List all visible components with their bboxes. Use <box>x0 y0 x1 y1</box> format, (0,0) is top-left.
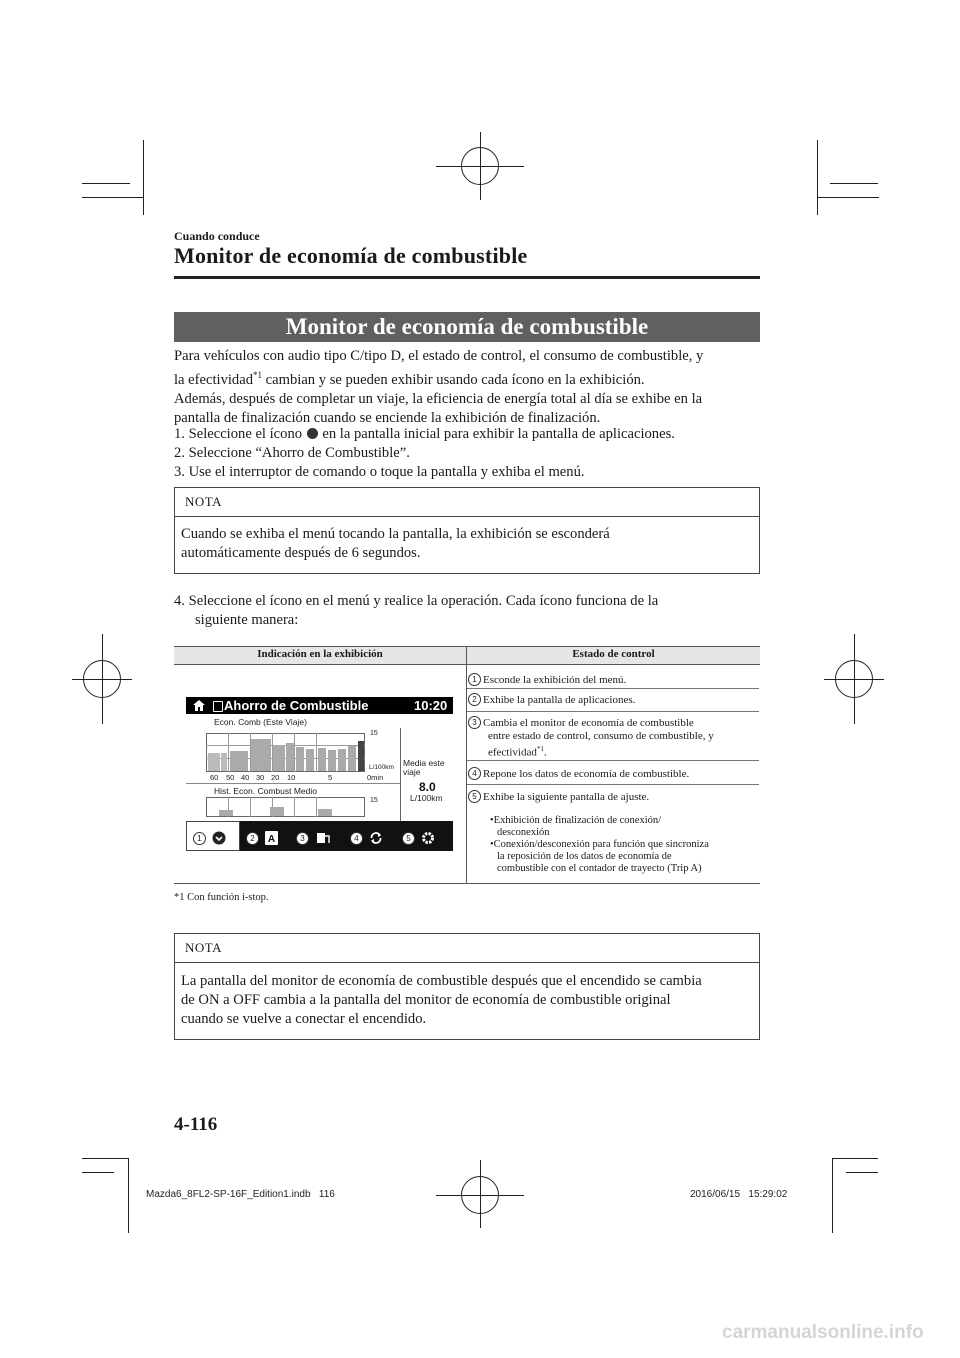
note-heading: NOTA <box>175 488 759 517</box>
section-banner: Monitor de economía de combustible <box>174 312 760 342</box>
home-icon <box>193 700 205 711</box>
apps-icon <box>307 428 318 439</box>
current-trip-graph <box>206 727 366 775</box>
step-2: 2. Seleccione “Ahorro de Combustible”. <box>174 445 410 461</box>
note-box <box>174 487 760 574</box>
print-date: 2016/06/15 15:29:02 <box>690 1189 788 1200</box>
reset-icon <box>369 831 383 845</box>
graph1-label: Econ. Comb (Este Viaje) <box>214 717 307 727</box>
graph2-label: Hist. Econ. Combust Medio <box>214 786 317 796</box>
intro-line: Además, después de completar un viaje, la eficiencia de energía total al día se exhibe en la <box>174 390 703 407</box>
table-row: 5 Exhibe la siguiente pantalla de ajuste. <box>468 790 758 804</box>
avg-unit: L/100km <box>410 793 443 803</box>
footnote: *1 Con función i-stop. <box>174 892 269 903</box>
intro-line: la efectividad$^{*1}$ cambian y se pueden exhibir usando cada ícono en la exhibición. <box>174 370 645 388</box>
note-body: Cuando se exhiba el menú tocando la pantalla, la exhibición se esconderá automáticamente después de 6 segundos. <box>181 526 610 561</box>
title-rule <box>174 276 760 279</box>
table-row: 1 Esconde la exhibición del menú. <box>468 673 758 687</box>
intro-line: pantalla de finalización cuando se enciende la exhibición de finalización. <box>174 409 601 426</box>
table-row: 3 Cambia el monitor de economía de combustible entre estado de control, consumo de combustible, y efectividad$^{*1}$. <box>468 716 758 760</box>
menu-item-reset[interactable]: 4 <box>350 829 383 847</box>
table-header-control: Estado de control <box>572 648 655 660</box>
menu-item-switch[interactable]: 3 <box>296 829 331 847</box>
intro-line: Para vehículos con audio tipo C/tipo D, el estado de control, el consumo de combustible, y <box>174 348 704 364</box>
history-graph <box>206 797 366 817</box>
svg-text:A: A <box>268 834 276 845</box>
note-box-2 <box>174 933 760 1040</box>
screen-time: 10:20 <box>414 698 448 713</box>
switch-monitor-icon <box>315 831 331 845</box>
step-4: 4. Seleccione el ícono en el menú y realice la operación. Cada ícono funciona de la siguiente manera: <box>174 593 659 628</box>
print-file: Mazda6_8FL2-SP-16F_Edition1.indb 116 <box>146 1189 335 1200</box>
scale-top: 15 <box>370 730 378 737</box>
settings-icon <box>421 831 435 845</box>
watermark: carmanualsonline.info <box>722 1322 924 1343</box>
table-row: 4 Repone los datos de economía de combustible. <box>468 767 758 781</box>
step-3: 3. Use el interruptor de comando o toque la pantalla y exhiba el menú. <box>174 464 585 480</box>
menu-item-apps[interactable]: 2 A <box>246 829 278 847</box>
hide-menu-icon <box>212 831 226 845</box>
display-screenshot: Ahorro de Combustible 10:20 Econ. Comb (Este Viaje) 15 L/100km 60 50 40 30 20 10 5 0min Media este viaje 8.0 L/100km Hist. Econ. Combust Medio 15 1 2 A 3 4 5 <box>186 697 453 851</box>
note-body: La pantalla del monitor de economía de combustible después que el encendido se cambia de ON a OFF cambia a la pantalla del monitor de economía de combustible original cuando se vuelve a conectar el encendido. <box>181 973 702 1027</box>
step-1: 1. Seleccione el ícono en la pantalla inicial para exhibir la pantalla de aplicaciones. <box>174 426 675 442</box>
fuel-app-icon <box>213 701 223 712</box>
avg-value: 8.0 <box>419 780 436 794</box>
avg-label: Media este viaje <box>403 758 445 777</box>
table-header-display: Indicación en la exhibición <box>257 648 383 660</box>
menu-item-settings[interactable]: 5 <box>402 829 435 847</box>
page-number: 4-116 <box>174 1114 218 1135</box>
section-label: Cuando conduce <box>174 229 260 243</box>
intro-paragraph <box>174 347 760 428</box>
menu-item-hide[interactable]: 1 <box>193 829 226 847</box>
scale-unit: L/100km <box>369 764 394 771</box>
setting-bullets: •Exhibición de finalización de conexión/ desconexión •Conexión/desconexión para función que sincroniza la reposición de los datos de economía de combustible con el contador de trayecto (Trip A) <box>490 815 709 874</box>
apps-icon <box>265 831 278 845</box>
screen-title: Ahorro de Combustible <box>224 698 369 713</box>
table-row: 2 Exhibe la pantalla de aplicaciones. <box>468 693 758 707</box>
note-heading: NOTA <box>175 934 759 963</box>
page-title: Monitor de economía de combustible <box>174 243 528 268</box>
scale-top2: 15 <box>370 797 378 804</box>
